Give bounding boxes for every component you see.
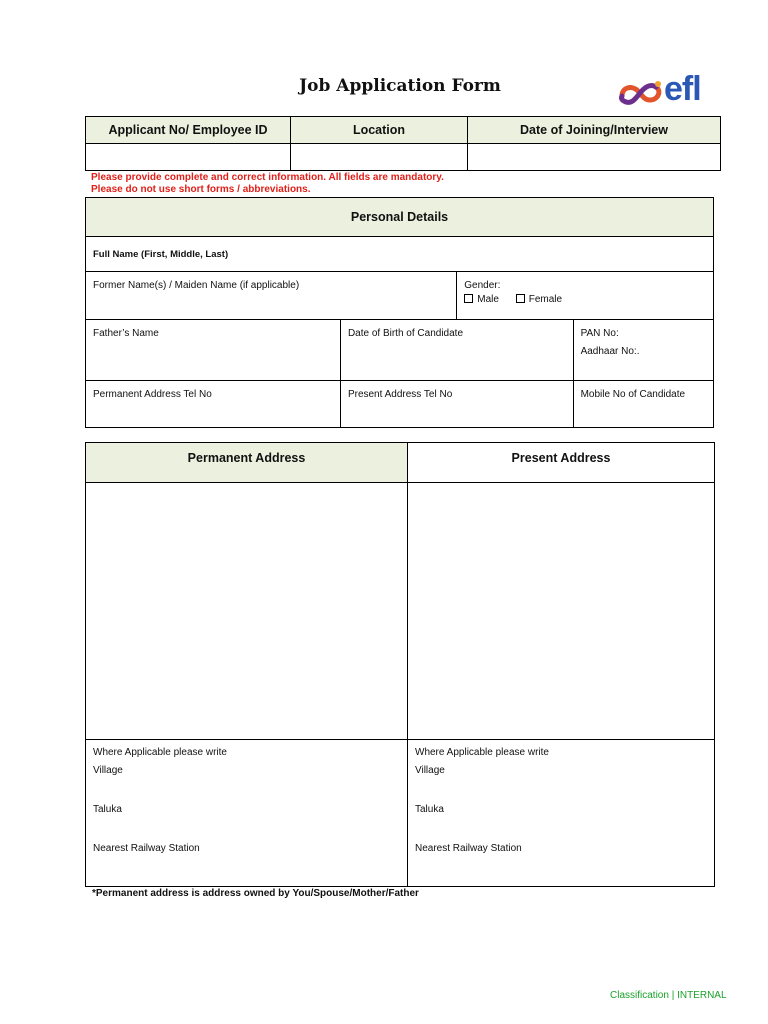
- full-name-field[interactable]: [86, 237, 714, 272]
- female-option[interactable]: [516, 294, 562, 305]
- male-label: Male: [477, 294, 499, 305]
- instructions: [91, 172, 444, 196]
- father-name-label: Father’s Name: [93, 328, 159, 339]
- present-details: [408, 740, 715, 887]
- address-footnote: *Permanent address is address owned by You/Spouse/Mother/Father: [92, 888, 419, 899]
- applicant-table: [85, 116, 721, 171]
- mobile-field[interactable]: [573, 381, 713, 428]
- present-address-header: Present Address: [408, 443, 715, 483]
- applicant-no-field[interactable]: [86, 144, 291, 171]
- instruction-line: Please do not use short forms / abbreviations.: [91, 184, 311, 195]
- gender-label: Gender:: [464, 280, 501, 291]
- present-tel-label: Present Address Tel No: [347, 389, 453, 400]
- present-address-field[interactable]: [408, 483, 715, 740]
- female-checkbox[interactable]: [516, 294, 525, 303]
- mobile-label: Mobile No of Candidate: [580, 389, 686, 400]
- date-joining-header: Date of Joining/Interview: [468, 117, 721, 144]
- location-field[interactable]: [291, 144, 468, 171]
- gender-field: [457, 272, 714, 320]
- id-numbers-field[interactable]: [573, 320, 713, 381]
- efl-logo-text: efl: [664, 70, 701, 108]
- form-title: Job Application Form: [299, 76, 501, 96]
- taluka-label[interactable]: Taluka: [93, 804, 122, 815]
- full-name-label: Full Name (First, Middle, Last): [93, 248, 229, 260]
- location-header: Location: [291, 117, 468, 144]
- where-applicable-label: Where Applicable please write: [93, 747, 227, 758]
- taluka-label[interactable]: Taluka: [415, 804, 444, 815]
- pan-label: PAN No:: [580, 328, 619, 339]
- perm-tel-label: Permanent Address Tel No: [93, 389, 212, 400]
- date-joining-field[interactable]: [468, 144, 721, 171]
- personal-details-header: Personal Details: [86, 198, 714, 237]
- aadhaar-label: Aadhaar No:.: [580, 346, 640, 357]
- efl-logo-icon: [618, 76, 666, 112]
- father-name-field[interactable]: [86, 320, 341, 381]
- permanent-details: [86, 740, 408, 887]
- classification-label: Classification | INTERNAL: [610, 990, 727, 1001]
- applicant-no-header: Applicant No/ Employee ID: [86, 117, 291, 144]
- former-name-field[interactable]: [86, 272, 457, 320]
- permanent-address-field[interactable]: [86, 483, 408, 740]
- dob-field[interactable]: [340, 320, 573, 381]
- efl-logo: [618, 70, 718, 114]
- female-label: Female: [528, 294, 563, 305]
- instruction-line: Please provide complete and correct information. All fields are mandatory.: [91, 172, 444, 183]
- railway-label[interactable]: Nearest Railway Station: [93, 843, 200, 854]
- permanent-address-header: Permanent Address: [86, 443, 408, 483]
- address-table: [85, 442, 715, 887]
- present-tel-field[interactable]: [340, 381, 573, 428]
- village-label[interactable]: Village: [415, 765, 445, 776]
- personal-details-table: [85, 197, 714, 428]
- village-label[interactable]: Village: [93, 765, 123, 776]
- where-applicable-label: Where Applicable please write: [415, 747, 549, 758]
- dob-label: Date of Birth of Candidate: [347, 328, 464, 339]
- male-checkbox[interactable]: [464, 294, 473, 303]
- railway-label[interactable]: Nearest Railway Station: [415, 843, 522, 854]
- perm-tel-field[interactable]: [86, 381, 341, 428]
- former-name-label: Former Name(s) / Maiden Name (if applicable): [93, 280, 300, 291]
- male-option[interactable]: [464, 294, 499, 305]
